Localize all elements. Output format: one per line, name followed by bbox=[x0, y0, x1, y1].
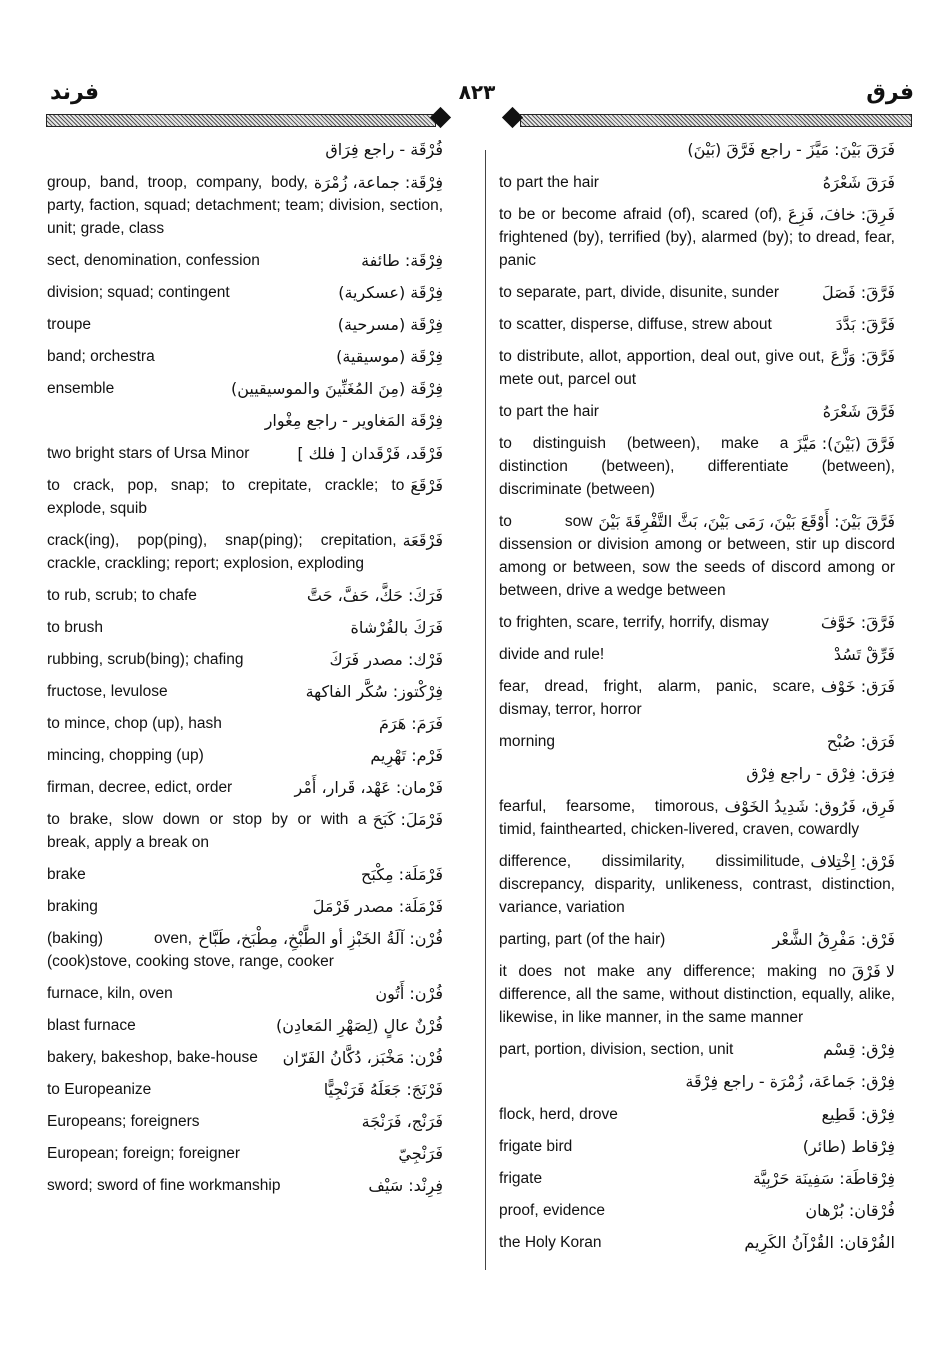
english-definition: fear, dread, fright, alarm, panic, scare, dismay, terror, horror bbox=[499, 678, 815, 718]
english-definition: two bright stars of Ursa Minor bbox=[47, 445, 250, 462]
header-rule-right bbox=[520, 114, 912, 127]
dictionary-entry bbox=[499, 795, 895, 841]
arabic-headword: فَرَق: صُبْح bbox=[826, 732, 895, 751]
english-definition: to distinguish (between), make a distinction (between), differentiate (between), discriminate (between) bbox=[499, 435, 895, 498]
arabic-headword: فَرَقَ شَعْرَهُ bbox=[822, 173, 895, 192]
english-definition: to crack, pop, snap; to crepitate, crackle; to explode, squib bbox=[47, 477, 405, 517]
dictionary-entry bbox=[499, 345, 895, 391]
dictionary-entry bbox=[47, 1174, 443, 1197]
english-definition: part, portion, division, section, unit bbox=[499, 1041, 734, 1058]
english-definition: mincing, chopping (up) bbox=[47, 747, 204, 764]
english-definition: fructose, levulose bbox=[47, 683, 168, 700]
dictionary-entry bbox=[47, 584, 443, 607]
dictionary-entry bbox=[499, 1135, 895, 1158]
arabic-headword: فِرْقَة (مِنَ المُغَنِّينَ والموسيقيين) bbox=[230, 379, 443, 398]
english-definition: to brush bbox=[47, 619, 104, 636]
arabic-headword: فَرْقَد، فَرْقَدان [ فلك ] bbox=[297, 444, 443, 463]
dictionary-entry bbox=[47, 680, 443, 703]
arabic-headword: فَرْم: تَهْرِيم bbox=[370, 746, 443, 765]
english-definition: to Europeanize bbox=[47, 1081, 152, 1098]
dictionary-entry bbox=[499, 928, 895, 951]
dictionary-entry bbox=[47, 808, 443, 854]
arabic-headword: فَرَكَ: حَكَّ، حَفَّ، حَتَّ bbox=[306, 586, 443, 605]
arabic-headword: فَرْمان: عَهْد، قَرار، أَمْر bbox=[294, 778, 443, 797]
arabic-headword: فِرْقاط (طائر) bbox=[802, 1137, 895, 1156]
english-definition: frigate bbox=[499, 1170, 543, 1187]
arabic-headword: فِرْقَة: جماعة، زُمْرَة bbox=[313, 173, 443, 192]
dictionary-entry bbox=[47, 1046, 443, 1069]
column-divider bbox=[485, 150, 486, 1270]
english-definition: sword; sword of fine workmanship bbox=[47, 1177, 281, 1194]
english-definition: morning bbox=[499, 733, 555, 750]
arabic-headword: فَرْك: مصدر فَرَكَ bbox=[329, 650, 443, 669]
english-definition: parting, part (of the hair) bbox=[499, 931, 666, 948]
dictionary-entry bbox=[47, 1142, 443, 1165]
arabic-headword: الفُرْقان: القُرْآنُ الكَرِيم bbox=[744, 1233, 895, 1252]
dictionary-entry bbox=[499, 432, 895, 501]
dictionary-entry bbox=[499, 643, 895, 666]
english-definition: to scatter, disperse, diffuse, strew about bbox=[499, 316, 772, 333]
english-definition: to sow dissension or division among or between, stir up discord among or between, sow the seeds of discord among or between, drive a wedge between bbox=[499, 513, 895, 599]
arabic-headword: فِرْق: قِسْم bbox=[823, 1040, 895, 1059]
arabic-headword: فِرْقَة: طائفة bbox=[361, 251, 443, 270]
english-definition: to frighten, scare, terrify, horrify, dismay bbox=[499, 614, 769, 631]
dictionary-entry bbox=[499, 281, 895, 304]
arabic-headword: فَرْق: اِخْتِلاف bbox=[810, 852, 895, 871]
dictionary-entry bbox=[47, 776, 443, 799]
arabic-headword: فَرَّقَ (بَيْنَ): مَيَّزَ bbox=[794, 434, 895, 453]
dictionary-entry bbox=[499, 960, 895, 1029]
dictionary-entry bbox=[47, 474, 443, 520]
arabic-headword: فَرَّقَ: بَدَّدَ bbox=[835, 315, 895, 334]
english-definition: to brake, slow down or stop by or with a break, apply a break on bbox=[47, 811, 367, 851]
arabic-headword: لا فَرْقَ bbox=[851, 962, 895, 981]
english-definition: flock, herd, drove bbox=[499, 1106, 618, 1123]
english-definition: European; foreign; foreigner bbox=[47, 1145, 241, 1162]
arabic-headword: فَرَنْجِيّ bbox=[398, 1144, 443, 1163]
arabic-headword: فِرْقَة (مسرحية) bbox=[337, 315, 443, 334]
arabic-headword: فَرْق: مَفْرِقُ الشَّعْر bbox=[772, 930, 895, 949]
english-definition: difference, dissimilarity, dissimilitude, discrepancy, disparity, unlikeness, contrast, distinction, variance, variation bbox=[499, 853, 895, 916]
dictionary-entry bbox=[499, 1231, 895, 1254]
dictionary-entry bbox=[47, 171, 443, 240]
dictionary-entry bbox=[47, 744, 443, 767]
english-definition: to part the hair bbox=[499, 174, 599, 191]
english-definition: it does not make any difference; making no difference, all the same, without distinction, equally, alike, likewise, in like manner, in the same manner bbox=[499, 963, 895, 1026]
dictionary-entry bbox=[47, 1014, 443, 1037]
dictionary-entry bbox=[499, 850, 895, 919]
english-definition: proof, evidence bbox=[499, 1202, 605, 1219]
english-definition: bakery, bakeshop, bake-house bbox=[47, 1049, 258, 1066]
english-definition: to mince, chop (up), hash bbox=[47, 715, 222, 732]
arabic-headword: فَرَّقَ: خَوَّفَ bbox=[820, 613, 895, 632]
english-definition: division; squad; contingent bbox=[47, 284, 230, 301]
arabic-headword: فُرْنٌ عالٍ (لِصَهْرِ المَعادِن) bbox=[275, 1016, 443, 1035]
arabic-headword: فَرِقَ: خافَ، فَزِعَ bbox=[788, 205, 895, 224]
left-column bbox=[47, 138, 443, 1206]
arabic-headword: فَرَكَ بالفُرْشاة bbox=[350, 618, 443, 637]
english-definition: firman, decree, edict, order bbox=[47, 779, 233, 796]
dictionary-entry bbox=[47, 895, 443, 918]
dictionary-entry bbox=[47, 616, 443, 639]
english-definition: to be or become afraid (of), scared (of), frightened (by), terrified (by), alarmed (by); to dread, fear, panic bbox=[499, 206, 895, 269]
dictionary-entry bbox=[47, 648, 443, 671]
dictionary-entry bbox=[499, 313, 895, 336]
arabic-cross-reference: فُرْقَة - راجع فِرَاق bbox=[325, 140, 443, 159]
dictionary-entry bbox=[499, 1038, 895, 1061]
header-rule-left bbox=[46, 114, 436, 127]
english-definition: Europeans; foreigners bbox=[47, 1113, 200, 1130]
dictionary-entry bbox=[499, 675, 895, 721]
english-definition: divide and rule! bbox=[499, 646, 605, 663]
dictionary-entry bbox=[47, 982, 443, 1005]
dictionary-entry bbox=[47, 442, 443, 465]
dictionary-entry bbox=[499, 1199, 895, 1222]
arabic-headword: فَرِّقْ تَسُدْ bbox=[833, 645, 895, 664]
arabic-headword: فِرْقَة (عسكرية) bbox=[338, 283, 443, 302]
english-definition: ensemble bbox=[47, 380, 115, 397]
arabic-cross-reference: فَرَقَ بَيْنَ: مَيَّزَ - راجع فَرَّقَ (بَيْنَ) bbox=[687, 140, 895, 159]
dictionary-entry bbox=[499, 611, 895, 634]
english-definition: group, band, troop, company, body, party, faction, squad; detachment; team; division, section, unit; grade, class bbox=[47, 174, 443, 237]
english-definition: crack(ing), pop(ping), snap(ping); crepitation, crackle, crackling; report; explosion, exploding bbox=[47, 532, 397, 572]
arabic-headword: فَرَّقَ شَعْرَهُ bbox=[822, 402, 895, 421]
arabic-headword: فَرْمَلَة: مصدر فَرْمَلَ bbox=[312, 897, 443, 916]
english-definition: frigate bird bbox=[499, 1138, 573, 1155]
arabic-headword: فَرِق، فَرُوق: شَدِيدُ الخَوْف bbox=[724, 797, 895, 816]
arabic-cross-reference: فِرْقَة المَغاوير - راجع مِغْوار bbox=[264, 411, 443, 430]
english-definition: brake bbox=[47, 866, 86, 883]
arabic-headword: فَرْمَلَة: مِكْبَح bbox=[361, 865, 443, 884]
arabic-headword: فِرْق: قَطِيع bbox=[821, 1105, 895, 1124]
dictionary-entry bbox=[499, 171, 895, 194]
arabic-headword: فَرْنَجَ: جَعَلَهُ فَرَنْجِيًّا bbox=[323, 1080, 443, 1099]
arabic-headword: فَرْمَلَ: كَبَحَ bbox=[372, 810, 443, 829]
right-column bbox=[499, 138, 895, 1263]
arabic-headword: فِرْقَة (موسيقية) bbox=[336, 347, 443, 366]
english-definition: troupe bbox=[47, 316, 91, 333]
dictionary-entry bbox=[499, 510, 895, 602]
arabic-headword: فَرْقَعَ bbox=[410, 476, 443, 495]
arabic-headword: فُرْن: آلَةُ الخَبْزِ أو الطَّبْخِ، مِطْبَخ، طَبَّاخ bbox=[197, 929, 443, 948]
english-definition: to part the hair bbox=[499, 403, 599, 420]
english-definition: blast furnace bbox=[47, 1017, 136, 1034]
arabic-headword: فَرَّقَ: فَصَلَ bbox=[821, 283, 895, 302]
dictionary-entry bbox=[47, 927, 443, 973]
dictionary-entry bbox=[499, 400, 895, 423]
dictionary-entry bbox=[47, 249, 443, 272]
arabic-headword: فِرْقاطَة: سَفِينَة حَرْبِيَّة bbox=[752, 1169, 895, 1188]
arabic-headword: فَرَمَ: هَرَمَ bbox=[378, 714, 443, 733]
english-definition: rubbing, scrub(bing); chafing bbox=[47, 651, 244, 668]
dictionary-entry bbox=[47, 863, 443, 886]
dictionary-entry bbox=[47, 345, 443, 368]
dictionary-entry bbox=[47, 281, 443, 304]
dictionary-entry bbox=[47, 529, 443, 575]
english-definition: to separate, part, divide, disunite, sunder bbox=[499, 284, 780, 301]
header-guide-word-left: فرند bbox=[50, 80, 100, 105]
dictionary-entry bbox=[47, 313, 443, 336]
arabic-headword: فِرِنْد: سَيْف bbox=[368, 1176, 443, 1195]
arabic-headword: فَرَق: خَوْف bbox=[820, 677, 895, 696]
arabic-headword: فَرَّقَ بَيْنَ: أَوْقَعَ بَيْنَ، رَمَى بَيْنَ، بَثَّ التَّفْرِقَةَ بَيْنَ bbox=[598, 512, 895, 531]
dictionary-entry bbox=[47, 1078, 443, 1101]
english-definition: to rub, scrub; to chafe bbox=[47, 587, 197, 604]
dictionary-entry bbox=[499, 1167, 895, 1190]
english-definition: furnace, kiln, oven bbox=[47, 985, 173, 1002]
header-guide-word-right: فرق bbox=[866, 80, 914, 105]
english-definition: (baking) oven, (cook)stove, cooking stove, range, cooker bbox=[47, 930, 334, 970]
dictionary-entry bbox=[499, 1103, 895, 1126]
arabic-headword: فَرْقَعَة bbox=[402, 531, 443, 550]
arabic-cross-reference: فِرَق: فِرْق - راجع فِرْق bbox=[746, 764, 895, 783]
english-definition: fearful, fearsome, timorous, timid, fainthearted, chicken-livered, craven, cowardly bbox=[499, 798, 860, 838]
arabic-headword: فَرَنْج، فَرَنْجَة bbox=[361, 1112, 443, 1131]
dictionary-entry bbox=[47, 1110, 443, 1133]
english-definition: sect, denomination, confession bbox=[47, 252, 260, 269]
arabic-cross-reference: فِرْق: جَماعَة، زُمْرَة - راجع فِرْقَة bbox=[685, 1072, 895, 1091]
arabic-headword: فُرْقان: بُرْهان bbox=[805, 1201, 895, 1220]
arabic-headword: فُرْن: أَتُون bbox=[375, 984, 443, 1003]
english-definition: band; orchestra bbox=[47, 348, 155, 365]
english-definition: braking bbox=[47, 898, 98, 915]
dictionary-entry bbox=[499, 730, 895, 753]
arabic-headword: فَرَّقَ: وَزَّعَ bbox=[830, 347, 895, 366]
page-number: ٨٢٣ bbox=[458, 80, 496, 104]
dictionary-entry bbox=[47, 712, 443, 735]
english-definition: to distribute, allot, apportion, deal out, give out, mete out, parcel out bbox=[499, 348, 825, 388]
arabic-headword: فُرْن: مَخْبَز، دُكَّانُ الفَرّان bbox=[282, 1048, 443, 1067]
dictionary-entry bbox=[499, 203, 895, 272]
arabic-headword: فِرْكْتوز: سُكَّر الفاكهة bbox=[305, 682, 443, 701]
dictionary-entry bbox=[47, 377, 443, 400]
english-definition: the Holy Koran bbox=[499, 1234, 602, 1251]
